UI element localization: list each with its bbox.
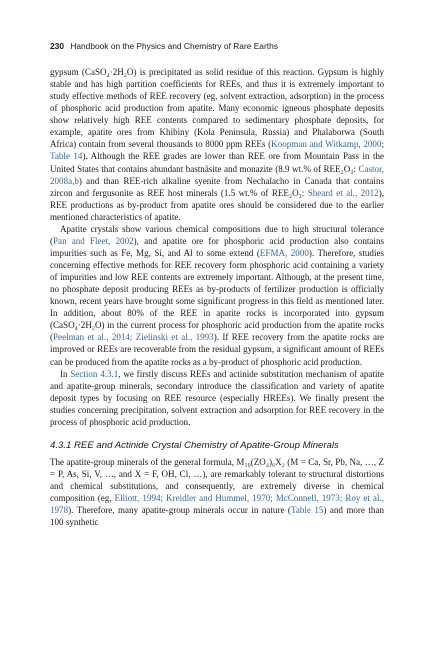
citation-link[interactable]: Koopman and Witkamp, 2000 xyxy=(271,139,382,150)
page-number: 230 xyxy=(50,41,64,51)
section-heading: 4.3.1 REE and Actinide Crystal Chemistry of Apatite-Group Minerals xyxy=(50,439,339,451)
text-run: ), REE productions as by-product from apatite ores should be considered due to the earlier mentioned characteristics of apatite. xyxy=(50,187,384,222)
text-run: ). Therefore, many apatite-group minerals occur in nature ( xyxy=(68,505,291,516)
running-header xyxy=(50,41,390,51)
text-run: , we firstly discuss REEs and actinide substitution mechanism of apatite and apatite-group minerals, secondary introduce the classification and variety of apatite deposit types by focusing on REE resource (especially HREEs). We finally present the studies concerning precipitation, solvent extraction and adsorption for REE recovery in the process of phosphoric acid production. xyxy=(50,368,384,427)
text-run: ). Although the REE grades are lower than REE ore from Mountain Pass in the United States that contains abundant bastnäsite and monazite (8.9 wt.% of REE₂O₃: xyxy=(50,151,384,174)
body-text xyxy=(50,66,384,528)
citation-link[interactable]: Table 14 xyxy=(50,151,83,162)
text-run: ; xyxy=(381,139,384,150)
text-run: The apatite-group minerals of the general formula, M₁₀(ZO₄)₆X₂ (M = Ca, Sr, Pb, Na, …, Z = P, As, Si, V, …, and X = F, OH, Cl, …), are remarkably tolerant to structural distortions and chemical substitutions, and consequently, are extremely diverse in chemical composition (eg, xyxy=(50,456,384,504)
citation-link[interactable]: Sheard et al., 2012 xyxy=(307,187,379,198)
text-run: ). Therefore, studies concerning effective methods for REE recovery form phosphoric acid containing a variety of impurities and low REE contents are extremely important. Although, at the present time, no phosphate deposit producing REEs as by-products of fertilizer production is officially known, recent years have brought some significant progress in this field as mentioned later. In addition, about 80% of the REE in apatite rocks is incorporated into gypsum (CaSO₄·2H₂O) in the current process for phosphoric acid production from the apatite rocks ( xyxy=(50,247,384,343)
text-run: ). If REE recovery from the apatite rocks are improved or REEs are recoverable from the residual gypsum, a significant amount of REEs can be produced from the apatite rocks as a by-product of phosphoric acid production. xyxy=(50,332,385,367)
paragraph xyxy=(50,66,384,223)
paragraph xyxy=(50,368,384,428)
text-run: ), and apatite ore for phosphoric acid production also contains impurities such as Fe, Mg, Si, and Al to some extend ( xyxy=(50,235,384,258)
citation-link[interactable]: Castor, 2008a,b xyxy=(50,163,384,186)
running-title: Handbook on the Physics and Chemistry of Rare Earths xyxy=(70,41,278,51)
citation-link[interactable]: Elliott, 1994; Kreidler and Hummel, 1970; McConnell, 1973; Roy et al., 1978 xyxy=(50,493,384,516)
text-run: gypsum (CaSO₄·2H₂O) is precipitated as solid residue of this reaction. Gypsum is highly stable and has high partition coefficients for REEs, and thus it is extremely important to study effective methods of REE recovery (eg, solvent extraction, adsorption) in the process of phosphoric acid production from apatite. Many economic igneous phosphate deposits show relatively high REE contents compared to sedimentary phosphate deposits, for example, apatite ores from Khibiny (Kola Peninsula, Russia) and Phalaborwa (South Africa) contain from several thousands to 8000 ppm REEs ( xyxy=(50,67,384,150)
text-run: Apatite crystals show various chemical compositions due to high structural tolerance ( xyxy=(50,223,384,246)
paragraph xyxy=(50,223,384,368)
citation-link[interactable]: Peelman et al., 2014; Zielinski et al., 1993 xyxy=(53,332,214,343)
citation-link[interactable]: Pan and Fleet, 2002 xyxy=(53,235,134,246)
paragraph xyxy=(50,456,384,528)
citation-link[interactable]: Section 4.3.1 xyxy=(70,368,119,379)
text-run: ) and than REE-rich alkaline syenite from Nechalacho in Canada that contains zircon and fergusonite as REE host minerals (1.5 wt.% of REE₂O₃: xyxy=(50,175,384,198)
text-run: ) and more than 100 synthetic xyxy=(50,505,384,528)
citation-link[interactable]: EFMA, 2000 xyxy=(259,247,309,258)
citation-link[interactable]: Table 15 xyxy=(290,505,324,516)
text-run: In xyxy=(60,368,71,379)
